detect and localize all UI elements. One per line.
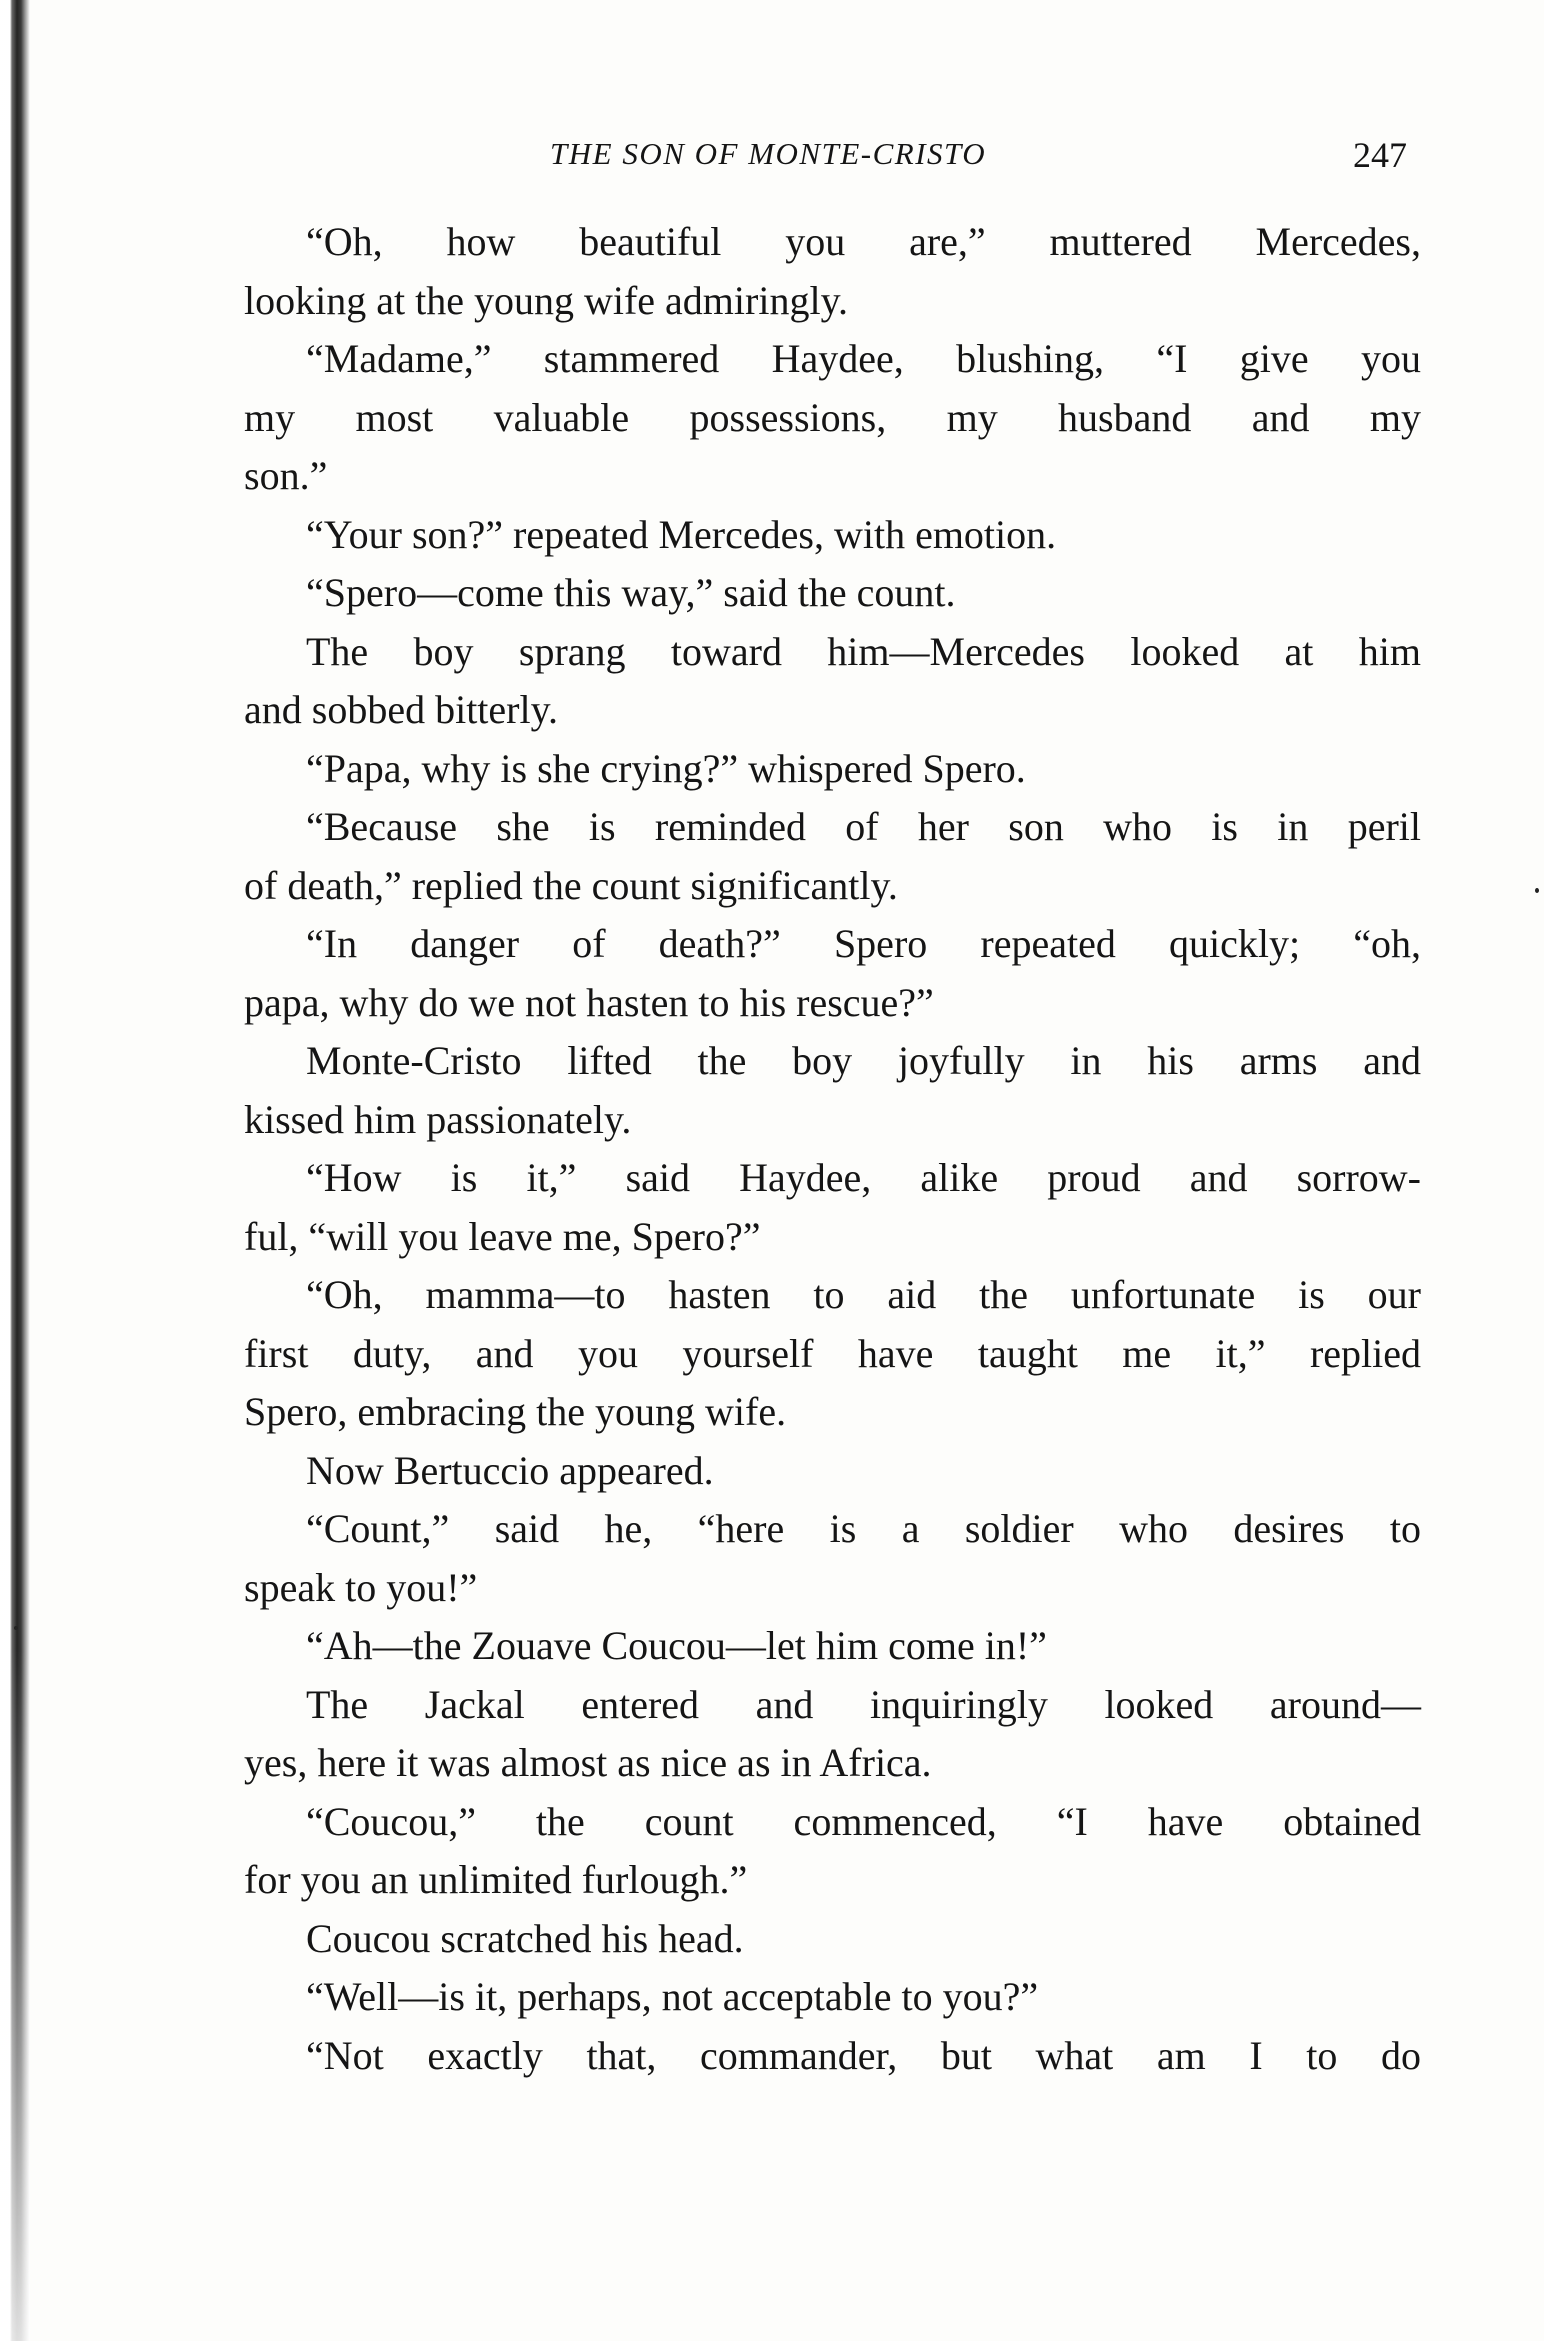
- text-line: Coucou scratched his head.: [306, 1915, 744, 1961]
- text-line: speak to you!”: [244, 1564, 478, 1610]
- text-line: of death,” replied the count significantly.: [244, 862, 898, 908]
- text-line: “In danger of death?” Spero repeated quickly; “oh,: [306, 921, 1421, 966]
- running-title: THE SON OF MONTE-CRISTO: [550, 136, 987, 171]
- text-line: Monte-Cristo lifted the boy joyfully in his arms and: [306, 1038, 1421, 1083]
- running-header: [0, 136, 1544, 186]
- binding-fade: [0, 1650, 30, 2341]
- text-line: looking at the young wife admiringly.: [244, 277, 848, 323]
- text-line: kissed him passionately.: [244, 1096, 632, 1142]
- text-line: “Because she is reminded of her son who is in peril: [306, 804, 1421, 849]
- text-line: “Count,” said he, “here is a soldier who desires to: [306, 1506, 1421, 1551]
- text-line: The boy sprang toward him—Mercedes looked at him: [306, 628, 1421, 674]
- scan-speck: [14, 1626, 18, 1630]
- text-line: papa, why do we not hasten to his rescue?”: [244, 979, 934, 1025]
- text-line: yes, here it was almost as nice as in Africa.: [244, 1740, 932, 1785]
- text-line: “Oh, how beautiful you are,” muttered Mercedes,: [306, 219, 1421, 264]
- text-line: my most valuable possessions, my husband and my: [244, 394, 1421, 440]
- text-line: “Ah—the Zouave Coucou—let him come in!”: [306, 1623, 1047, 1668]
- text-line: and sobbed bitterly.: [244, 687, 559, 732]
- text-line: “Well—is it, perhaps, not acceptable to you?”: [306, 1974, 1039, 2019]
- text-line: The Jackal entered and inquiringly looked around—: [306, 1681, 1421, 1727]
- text-line: ful, “will you leave me, Spero?”: [244, 1213, 761, 1259]
- text-line: “Oh, mamma—to hasten to aid the unfortunate is our: [306, 1272, 1421, 1317]
- text-line: son.”: [244, 453, 328, 498]
- text-line: “Your son?” repeated Mercedes, with emotion.: [306, 511, 1057, 557]
- text-line: for you an unlimited furlough.”: [244, 1857, 748, 1902]
- text-line: “Coucou,” the count commenced, “I have obtained: [306, 1798, 1421, 1844]
- text-line: “Papa, why is she crying?” whispered Spero.: [306, 745, 1026, 791]
- text-line: Now Bertuccio appeared.: [306, 1447, 714, 1493]
- text-line: “Spero—come this way,” said the count.: [306, 570, 956, 615]
- text-line: Spero, embracing the young wife.: [244, 1389, 787, 1434]
- body-text: [244, 213, 1421, 2085]
- text-line: “How is it,” said Haydee, alike proud and sorrow-: [306, 1155, 1421, 1200]
- text-line: “Madame,” stammered Haydee, blushing, “I give you: [306, 336, 1421, 381]
- scan-speck: [1535, 888, 1539, 893]
- page-number: 247: [1353, 135, 1407, 175]
- text-line: “Not exactly that, commander, but what am I to do: [306, 2032, 1421, 2078]
- text-line: first duty, and you yourself have taught me it,” replied: [244, 1330, 1421, 1376]
